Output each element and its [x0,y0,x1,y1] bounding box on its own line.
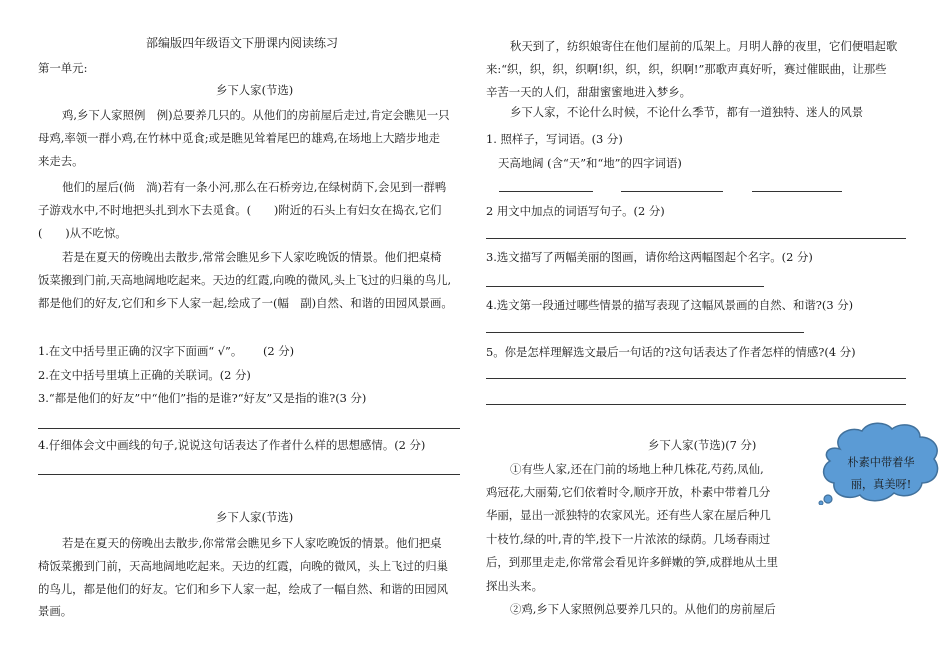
passage2-cont-line: 秋天到了，纺织娘寄住在他们屋前的瓜架上。月明人静的夜里，它们便唱起歌 [510,39,898,53]
unit-label: 第一单元: [38,61,88,75]
answer-line[interactable] [486,238,906,239]
passage2-line: 景画。 [38,604,73,618]
passage1-line: 饭菜搬到门前,天高地阔地吃起来。天边的红霞,向晚的微风,头上飞过的归巢的鸟儿, [38,273,452,287]
passage2-line: 椅饭菜搬到门前，天高地阔地吃起来。天边的红霞，向晚的微风，头上飞过的归巢 [38,559,449,573]
passage2-line: 若是在夏天的傍晚出去散步,你常常会瞧见乡下人家吃晚饭的情景。他们把桌 [62,536,442,550]
answer-line[interactable] [486,378,906,379]
question-1: 1.在文中括号里正确的汉字下面画“ √”。 (2 分) [38,344,295,358]
cloud-callout [818,419,944,505]
question-1: 1. 照样子，写词语。(3 分) [486,132,623,146]
answer-line[interactable] [38,474,460,475]
passage3-line: 后，到那里走走,你常常会看见许多鲜嫩的笋,成群地从土里 [486,555,779,569]
passage2-cont-line: 来:“织，织，织，织啊!织，织，织，织啊!”那歌声真好听，赛过催眠曲，让那些 [486,62,887,76]
passage3-title: 乡下人家(节选)(7 分) [648,438,757,452]
passage1-line: 若是在夏天的傍晚出去散步,常常会瞧见乡下人家吃晚饭的情景。他们把桌椅 [62,250,442,264]
question-4: 4.选文第一段通过哪些情景的描写表现了这幅风景画的自然、和谐?(3 分) [486,298,854,312]
question-5: 5。你是怎样理解选文最后一句话的?这句话表达了作者怎样的情感?(4 分) [486,345,856,359]
answer-line[interactable] [486,332,804,333]
passage3-line: 探出头来。 [486,579,543,593]
question-2: 2 用文中加点的词语写句子。(2 分) [486,204,665,218]
answer-line[interactable] [486,404,906,405]
passage1-line: 鸡,乡下人家照例 例)总要养几只的。从他们的房前屋后走过,肯定会瞧见一只 [62,108,450,122]
answer-blank[interactable] [499,191,593,192]
passage2-line: 的鸟儿，都是他们的好友。它们和乡下人家一起，绘成了一幅自然、和谐的田园风 [38,582,449,596]
answer-blank[interactable] [621,191,723,192]
passage2-cont-line: 辛苦一天的人们，甜甜蜜蜜地进入梦乡。 [486,85,692,99]
passage1-line: 子游戏水中,不时地把头扎到水下去觅食。( )附近的石头上有妇女在捣衣,它们 [38,203,442,217]
answer-line[interactable] [486,286,764,287]
passage3-line: ①有些人家,还在门前的场地上种几株花,芍药,凤仙, [510,462,764,476]
passage1-line: 来走去。 [38,154,84,168]
passage3-line: 十枝竹,绿的叶,青的竿,投下一片浓浓的绿荫。几场春雨过 [486,532,771,546]
answer-blank[interactable] [752,191,842,192]
passage3-line: 华丽，显出一派独特的农家风光。还有些人家在屋后种几 [486,508,771,522]
passage1-line: 都是他们的好友,它们和乡下人家一起,绘成了一(幅 副)自然、和谐的田园风景画。 [38,296,453,310]
answer-line[interactable] [38,428,460,429]
question-2: 2.在文中括号里填上正确的关联词。(2 分) [38,368,251,382]
passage1-title: 乡下人家(节选) [216,83,294,97]
passage2-title: 乡下人家(节选) [216,510,294,524]
passage1-line: ( )从不吃惊。 [38,226,127,240]
passage3-line: 鸡冠花,大丽菊,它们依着时令,顺序开放，朴素中带着几分 [486,485,771,499]
passage1-line: 母鸡,率领一群小鸡,在竹林中觅食;或是瞧见耸着尾巴的雄鸡,在场地上大踏步地走 [38,131,440,145]
passage3-line: ②鸡,乡下人家照例总要养几只的。从他们的房前屋后 [510,602,776,616]
question-4: 4.仔细体会文中画线的句子,说说这句话表达了作者什么样的思想感情。(2 分) [38,438,426,452]
passage1-line: 他们的屋后(倘 淌)若有一条小河,那么在石桥旁边,在绿树荫下,会见到一群鸭 [62,180,447,194]
cloud-note: 朴素中带着华丽，真美呀! [847,456,915,491]
page-title: 部编版四年级语文下册课内阅读练习 [146,36,339,50]
question-3: 3.“都是他们的好友”中“他们”指的是谁?“好友”又是指的谁?(3 分) [38,391,367,405]
question-1-sub: 天高地阔 (含“天”和“地”的四字词语) [498,156,682,170]
question-3: 3.选文描写了两幅美丽的图画，请你给这两幅图起个名字。(2 分) [486,250,813,264]
passage2-cont-line: 乡下人家，不论什么时候，不论什么季节，都有一道独特、迷人的风景 [510,105,864,119]
